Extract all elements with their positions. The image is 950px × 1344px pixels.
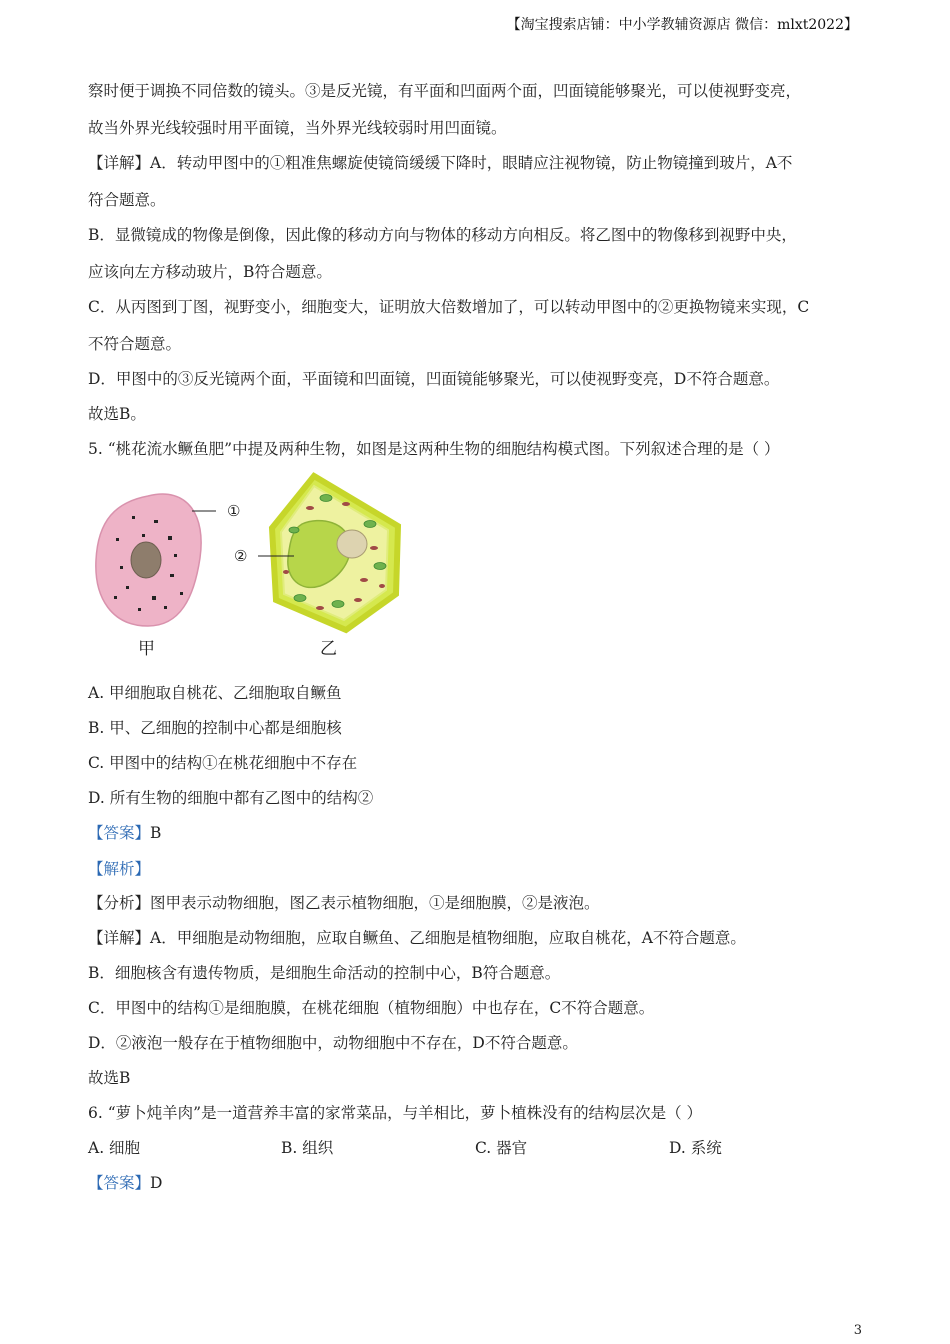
marker-1-label: ① [227,502,241,520]
answer-value: D [150,1174,163,1192]
answer-value: B [150,824,162,842]
plant-cell-yi [258,476,398,630]
text-line: C．从丙图到丁图，视野变小，细胞变大，证明放大倍数增加了，可以转动甲图中的②更换物镜来实现，C [88,298,810,316]
q6-answer [88,1172,162,1194]
explain-line: 故选B [88,1069,131,1087]
text-line: 【详解】A．转动甲图中的①粗准焦螺旋使镜筒缓缓下降时，眼睛应注视物镜，防止物镜撞到玻片，A不 [88,154,793,172]
question-5-stem: 5. “桃花流水鳜鱼肥”中提及两种生物，如图是这两种生物的细胞结构模式图。下列叙述合理的是（ ） [88,440,780,458]
q5-answer [88,822,161,844]
text-line: 故当外界光线较强时用平面镜，当外界光线较弱时用凹面镜。 [88,119,507,137]
animal-cell-jia [96,494,216,626]
answer-tag: 【答案】 [88,1174,151,1192]
text-line: 察时便于调换不同倍数的镜头。③是反光镜，有平面和凹面两个面，凹面镜能够聚光，可以使视野变亮， [88,82,802,100]
explain-line: 【详解】A．甲细胞是动物细胞，应取自鳜鱼、乙细胞是植物细胞，应取自桃花，A不符合题意。 [88,929,746,947]
q5-option-d: D. 所有生物的细胞中都有乙图中的结构② [88,789,374,807]
cell-structure-figure [88,468,418,668]
marker-2-label: ② [234,547,248,565]
animal-cell-label: 甲 [138,639,155,658]
text-line: B．显微镜成的物像是倒像，因此像的移动方向与物体的移动方向相反。将乙图中的物像移到视野中央， [88,226,797,244]
text-line: 应该向左方移动玻片，B符合题意。 [88,263,332,281]
q6-option-b: B. 组织 [281,1139,334,1157]
plant-cell-label: 乙 [320,639,337,658]
explain-line: C．甲图中的结构①是细胞膜，在桃花细胞（植物细胞）中也存在，C不符合题意。 [88,999,655,1017]
explain-line: B．细胞核含有遗传物质，是细胞生命活动的控制中心，B符合题意。 [88,964,561,982]
q6-option-d: D. 系统 [669,1139,722,1157]
answer-tag: 【答案】 [88,824,151,842]
q5-option-b: B. 甲、乙细胞的控制中心都是细胞核 [88,719,342,737]
q5-analysis-tag: 【解析】 [88,860,151,878]
text-line: 不符合题意。 [88,335,182,353]
text-line: D．甲图中的③反光镜两个面，平面镜和凹面镜，凹面镜能够聚光，可以使视野变亮，D不符合题意。 [88,370,780,388]
explain-line: D．②液泡一般存在于植物细胞中，动物细胞中不存在，D不符合题意。 [88,1034,578,1052]
question-6-stem: 6. “萝卜炖羊肉”是一道营养丰富的家常菜品，与羊相比，萝卜植株没有的结构层次是（ ） [88,1104,702,1122]
explain-line: 【分析】图甲表示动物细胞，图乙表示植物细胞，①是细胞膜，②是液泡。 [88,894,600,912]
q5-option-a: A. 甲细胞取自桃花、乙细胞取自鳜鱼 [88,684,342,702]
q6-option-a: A. 细胞 [88,1139,141,1157]
q5-option-c: C. 甲图中的结构①在桃花细胞中不存在 [88,754,358,772]
q6-option-c: C. 器官 [475,1139,528,1157]
page-number: 3 [853,1323,862,1338]
page-header: 【淘宝搜索店铺：中小学教辅资源店 微信：mlxt2022】 [506,17,858,33]
text-line: 符合题意。 [88,191,166,209]
text-line: 故选B。 [88,405,146,423]
